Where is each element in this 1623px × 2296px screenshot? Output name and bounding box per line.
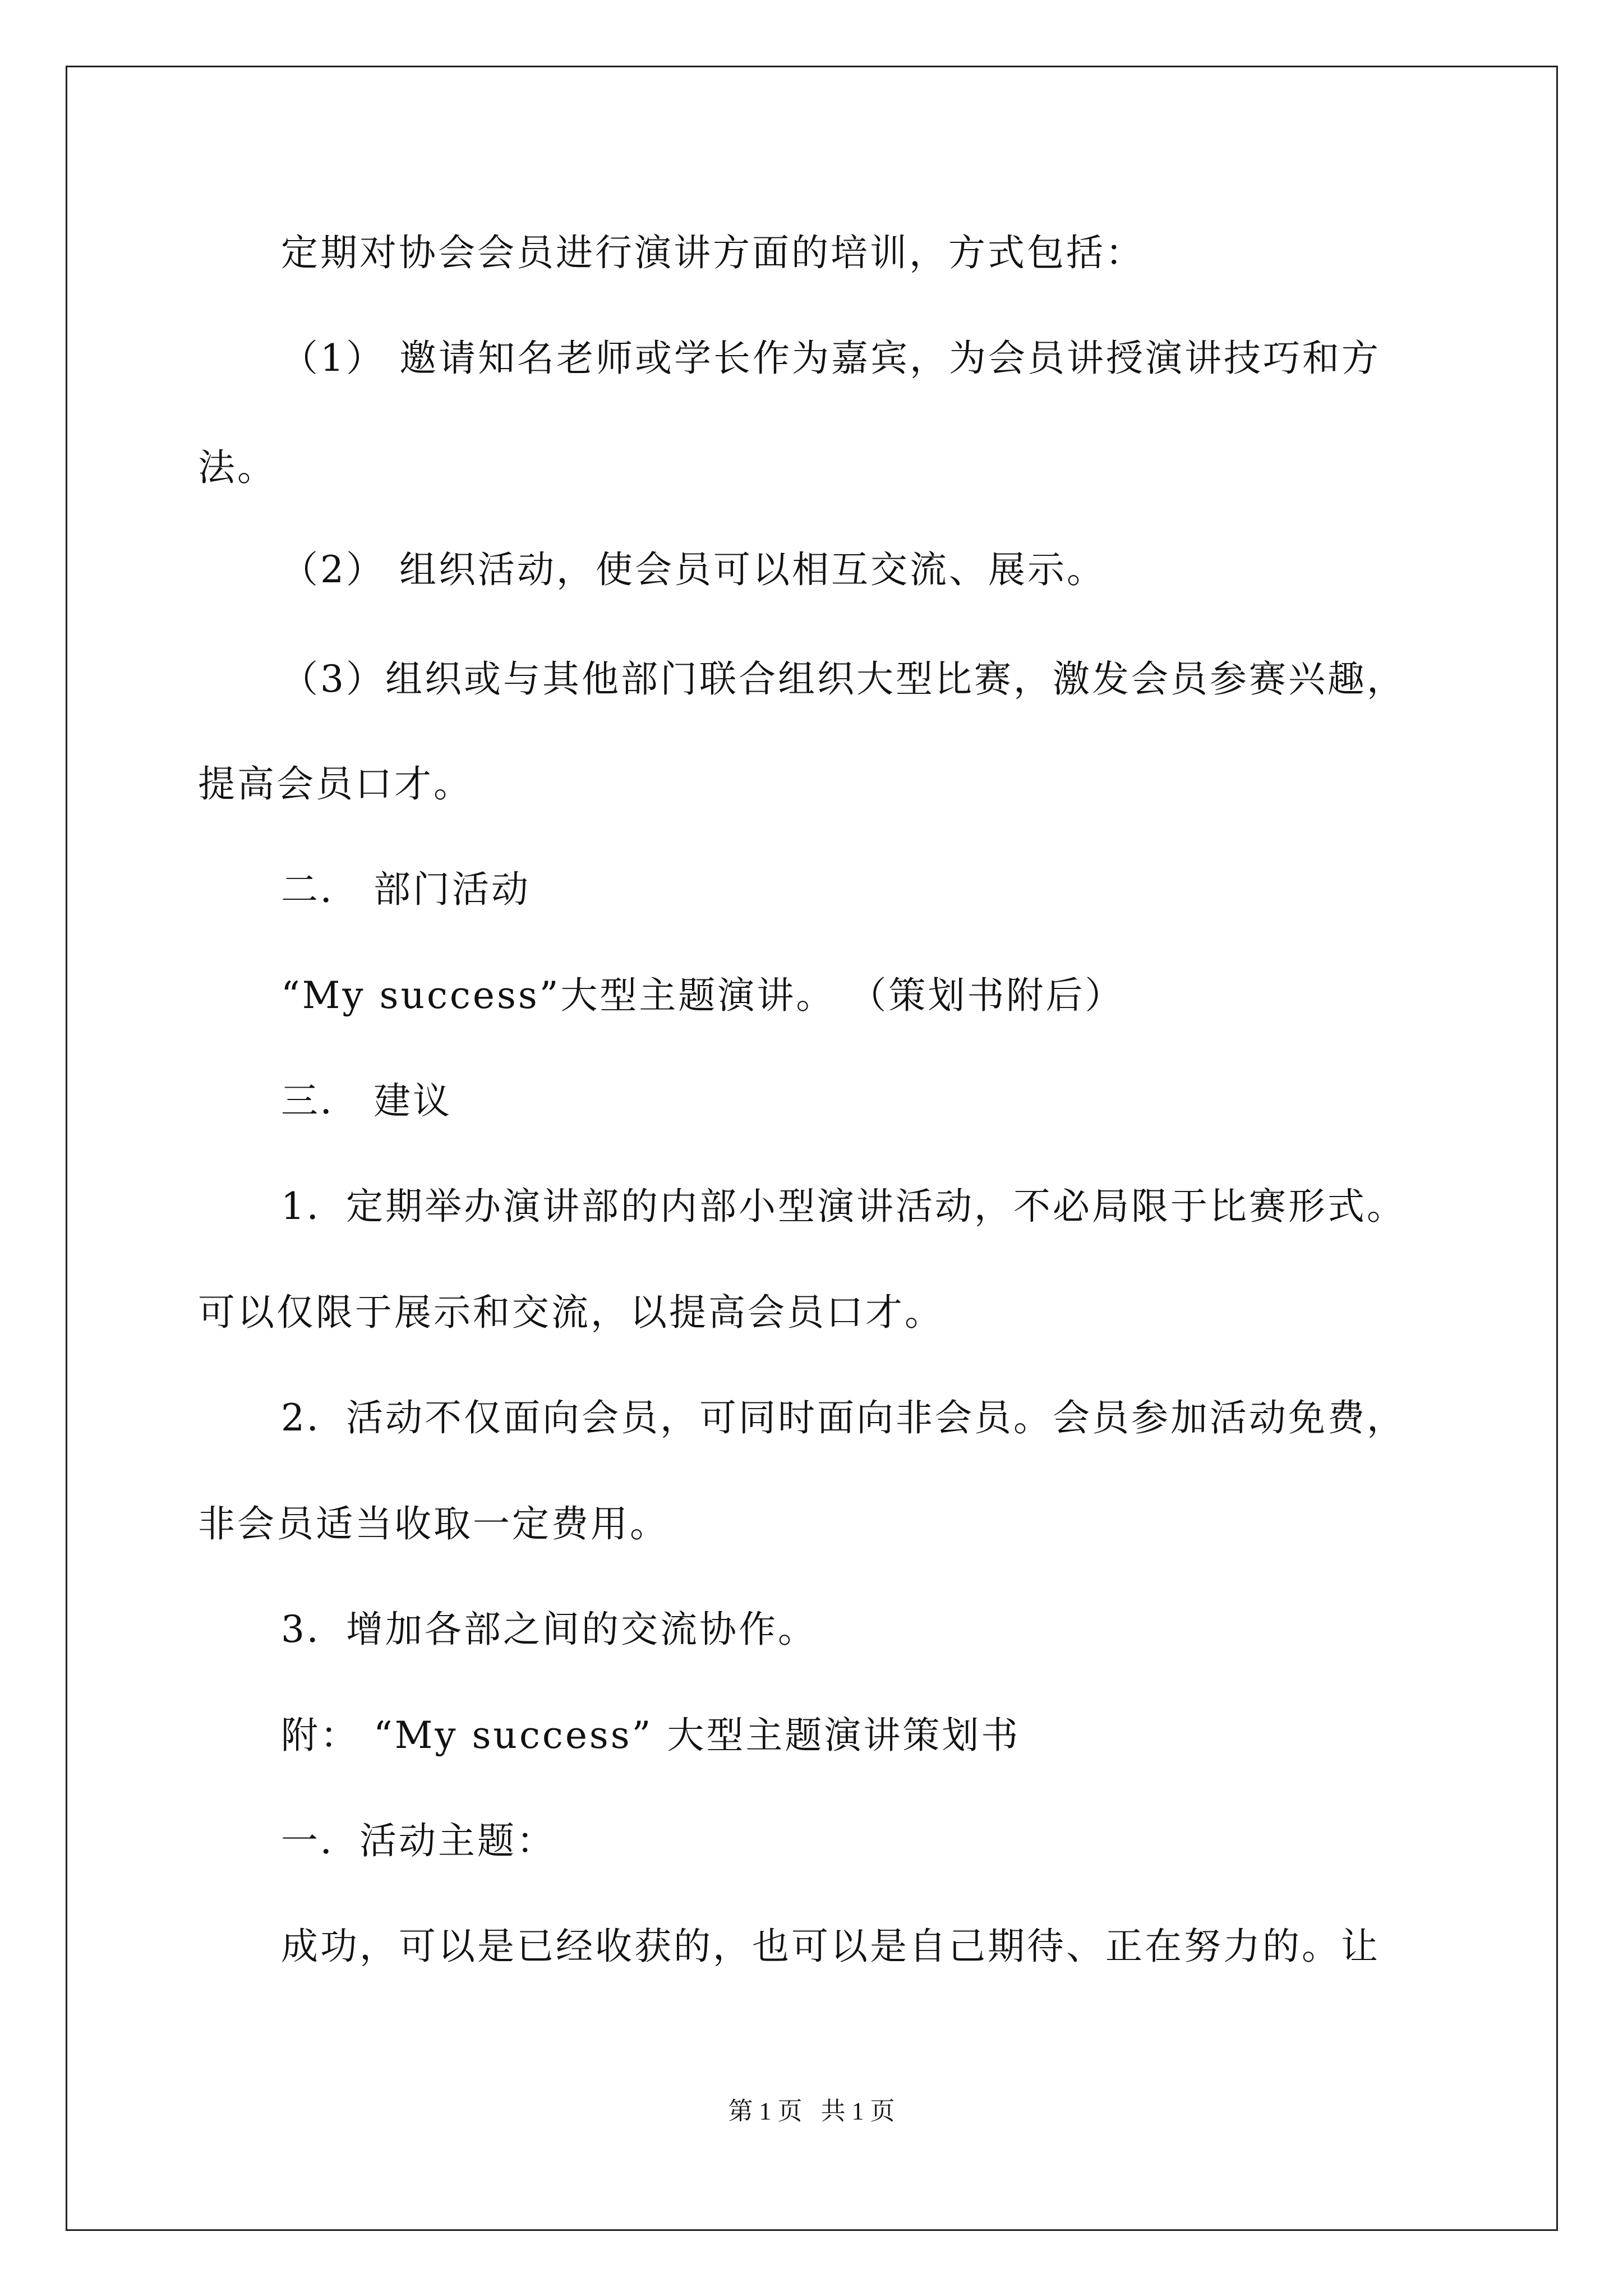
paragraph-line: （2） 组织活动，使会员可以相互交流、展示。 <box>281 548 1106 591</box>
paragraph-line: 可以仅限于展示和交流，以提高会员口才。 <box>198 1291 944 1334</box>
paragraph-line: 成功，可以是已经收获的，也可以是自己期待、正在努力的。让 <box>281 1925 1380 1968</box>
page-border <box>66 66 1558 2231</box>
page-footer: 第 1 页 共 1 页 <box>728 2097 895 2125</box>
paragraph-line: 3．增加各部之间的交流协作。 <box>281 1608 817 1651</box>
section-heading: 一．活动主题： <box>281 1819 556 1862</box>
paragraph-line: 非会员适当收取一定费用。 <box>198 1502 669 1545</box>
paragraph-line: 提高会员口才。 <box>198 762 473 806</box>
paragraph-line: 定期对协会会员进行演讲方面的培训，方式包括： <box>281 231 1145 274</box>
paragraph-line: 法。 <box>198 446 276 489</box>
paragraph-line: 附： “My success” 大型主题演讲策划书 <box>281 1714 1021 1757</box>
paragraph-line: 2．活动不仅面向会员，可同时面向非会员。会员参加活动免费， <box>281 1396 1406 1439</box>
paragraph-line: （1） 邀请知名老师或学长作为嘉宾，为会员讲授演讲技巧和方 <box>281 337 1381 380</box>
section-heading: 三． 建议 <box>281 1079 452 1122</box>
paragraph-line: 1．定期举办演讲部的内部小型演讲活动，不必局限于比赛形式。 <box>281 1185 1406 1228</box>
section-heading: 二． 部门活动 <box>281 868 531 911</box>
paragraph-line: （3）组织或与其他部门联合组织大型比赛，激发会员参赛兴趣， <box>281 657 1406 701</box>
paragraph-line: “My success”大型主题演讲。 （策划书附后） <box>281 974 1124 1017</box>
